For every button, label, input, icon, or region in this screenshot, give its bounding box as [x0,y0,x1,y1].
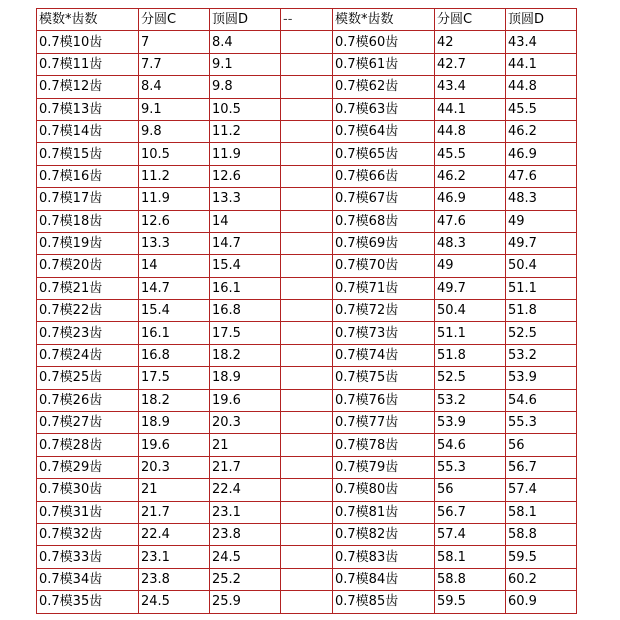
pitch-circle-cell-2[interactable]: 46.9 [435,188,506,210]
pitch-circle-cell-2[interactable]: 49 [435,255,506,277]
pitch-circle-cell-2[interactable]: 56.7 [435,501,506,523]
separator-cell[interactable] [281,76,333,98]
tip-circle-cell-2[interactable]: 58.8 [506,523,577,545]
header-cell-pitch-circle-2[interactable]: 分圆C [435,9,506,31]
module-teeth-cell-2[interactable]: 0.7模62齿 [333,76,435,98]
tip-circle-cell-2[interactable]: 56 [506,434,577,456]
module-teeth-cell[interactable]: 0.7模24齿 [37,344,139,366]
tip-circle-cell[interactable]: 13.3 [210,188,281,210]
separator-cell[interactable] [281,232,333,254]
module-teeth-cell[interactable]: 0.7模30齿 [37,479,139,501]
tip-circle-cell-2[interactable]: 54.6 [506,389,577,411]
module-teeth-cell-2[interactable]: 0.7模68齿 [333,210,435,232]
module-teeth-cell[interactable]: 0.7模18齿 [37,210,139,232]
module-teeth-cell-2[interactable]: 0.7模70齿 [333,255,435,277]
tip-circle-cell-2[interactable]: 55.3 [506,412,577,434]
module-teeth-cell[interactable]: 0.7模13齿 [37,98,139,120]
pitch-circle-cell-2[interactable]: 55.3 [435,456,506,478]
module-teeth-cell-2[interactable]: 0.7模83齿 [333,546,435,568]
table-row [37,456,577,478]
tip-circle-cell-2[interactable]: 60.9 [506,591,577,613]
pitch-circle-cell[interactable]: 14.7 [139,277,210,299]
tip-circle-cell[interactable]: 20.3 [210,412,281,434]
table-body [37,9,577,614]
separator-cell[interactable] [281,546,333,568]
table-row [37,277,577,299]
tip-circle-cell[interactable]: 11.2 [210,120,281,142]
module-teeth-cell[interactable]: 0.7模32齿 [37,523,139,545]
module-teeth-cell-2[interactable]: 0.7模65齿 [333,143,435,165]
module-teeth-cell-2[interactable]: 0.7模80齿 [333,479,435,501]
table-row [37,322,577,344]
tip-circle-cell[interactable]: 18.9 [210,367,281,389]
pitch-circle-cell[interactable]: 19.6 [139,434,210,456]
pitch-circle-cell[interactable]: 11.2 [139,165,210,187]
module-teeth-cell[interactable]: 0.7模35齿 [37,591,139,613]
module-teeth-cell-2[interactable]: 0.7模64齿 [333,120,435,142]
pitch-circle-cell[interactable]: 23.8 [139,568,210,590]
separator-cell[interactable] [281,591,333,613]
table-row [37,568,577,590]
tip-circle-cell[interactable]: 24.5 [210,546,281,568]
module-teeth-cell[interactable]: 0.7模10齿 [37,31,139,53]
tip-circle-cell-2[interactable]: 43.4 [506,31,577,53]
pitch-circle-cell-2[interactable]: 56 [435,479,506,501]
table-row [37,76,577,98]
separator-cell[interactable] [281,501,333,523]
separator-cell[interactable] [281,143,333,165]
tip-circle-cell-2[interactable]: 53.2 [506,344,577,366]
pitch-circle-cell-2[interactable]: 45.5 [435,143,506,165]
module-teeth-cell-2[interactable]: 0.7模61齿 [333,53,435,75]
module-teeth-cell-2[interactable]: 0.7模74齿 [333,344,435,366]
pitch-circle-cell-2[interactable]: 51.1 [435,322,506,344]
table-row [37,501,577,523]
tip-circle-cell-2[interactable]: 47.6 [506,165,577,187]
pitch-circle-cell-2[interactable]: 46.2 [435,165,506,187]
separator-cell[interactable] [281,367,333,389]
separator-cell[interactable] [281,120,333,142]
pitch-circle-cell-2[interactable]: 54.6 [435,434,506,456]
module-teeth-cell-2[interactable]: 0.7模78齿 [333,434,435,456]
separator-cell[interactable] [281,568,333,590]
module-teeth-cell-2[interactable]: 0.7模81齿 [333,501,435,523]
tip-circle-cell-2[interactable]: 46.9 [506,143,577,165]
separator-cell[interactable] [281,98,333,120]
separator-cell[interactable] [281,31,333,53]
module-teeth-cell-2[interactable]: 0.7模67齿 [333,188,435,210]
tip-circle-cell[interactable]: 10.5 [210,98,281,120]
pitch-circle-cell-2[interactable]: 44.1 [435,98,506,120]
pitch-circle-cell[interactable]: 15.4 [139,300,210,322]
tip-circle-cell-2[interactable]: 48.3 [506,188,577,210]
tip-circle-cell-2[interactable]: 51.8 [506,300,577,322]
header-cell-module-teeth-2[interactable]: 模数*齿数 [333,9,435,31]
header-cell-pitch-circle[interactable]: 分圆C [139,9,210,31]
pitch-circle-cell[interactable]: 17.5 [139,367,210,389]
separator-cell[interactable] [281,322,333,344]
separator-cell[interactable] [281,456,333,478]
pitch-circle-cell[interactable]: 18.9 [139,412,210,434]
tip-circle-cell[interactable]: 23.8 [210,523,281,545]
pitch-circle-cell[interactable]: 9.1 [139,98,210,120]
tip-circle-cell[interactable]: 25.9 [210,591,281,613]
table-row [37,300,577,322]
tip-circle-cell[interactable]: 18.2 [210,344,281,366]
pitch-circle-cell-2[interactable]: 42.7 [435,53,506,75]
tip-circle-cell[interactable]: 11.9 [210,143,281,165]
pitch-circle-cell[interactable]: 21.7 [139,501,210,523]
module-teeth-cell-2[interactable]: 0.7模69齿 [333,232,435,254]
pitch-circle-cell-2[interactable]: 58.8 [435,568,506,590]
pitch-circle-cell-2[interactable]: 53.9 [435,412,506,434]
pitch-circle-cell[interactable]: 13.3 [139,232,210,254]
module-teeth-cell-2[interactable]: 0.7模76齿 [333,389,435,411]
module-teeth-cell[interactable]: 0.7模17齿 [37,188,139,210]
pitch-circle-cell[interactable]: 16.8 [139,344,210,366]
pitch-circle-cell[interactable]: 8.4 [139,76,210,98]
pitch-circle-cell[interactable]: 21 [139,479,210,501]
tip-circle-cell-2[interactable]: 46.2 [506,120,577,142]
module-teeth-cell[interactable]: 0.7模25齿 [37,367,139,389]
pitch-circle-cell-2[interactable]: 49.7 [435,277,506,299]
module-teeth-cell[interactable]: 0.7模21齿 [37,277,139,299]
pitch-circle-cell-2[interactable]: 47.6 [435,210,506,232]
separator-cell[interactable] [281,277,333,299]
tip-circle-cell-2[interactable]: 58.1 [506,501,577,523]
module-teeth-cell-2[interactable]: 0.7模85齿 [333,591,435,613]
separator-cell[interactable] [281,412,333,434]
pitch-circle-cell-2[interactable]: 52.5 [435,367,506,389]
tip-circle-cell-2[interactable]: 59.5 [506,546,577,568]
tip-circle-cell[interactable]: 22.4 [210,479,281,501]
separator-cell[interactable] [281,255,333,277]
pitch-circle-cell[interactable]: 7 [139,31,210,53]
pitch-circle-cell-2[interactable]: 59.5 [435,591,506,613]
tip-circle-cell-2[interactable]: 51.1 [506,277,577,299]
pitch-circle-cell-2[interactable]: 58.1 [435,546,506,568]
pitch-circle-cell-2[interactable]: 53.2 [435,389,506,411]
table-row [37,120,577,142]
tip-circle-cell[interactable]: 21 [210,434,281,456]
module-teeth-cell-2[interactable]: 0.7模66齿 [333,165,435,187]
pitch-circle-cell-2[interactable]: 50.4 [435,300,506,322]
module-teeth-cell-2[interactable]: 0.7模75齿 [333,367,435,389]
table-row [37,143,577,165]
table-row [37,412,577,434]
separator-cell[interactable] [281,53,333,75]
module-teeth-cell[interactable]: 0.7模34齿 [37,568,139,590]
module-teeth-cell[interactable]: 0.7模15齿 [37,143,139,165]
module-teeth-cell-2[interactable]: 0.7模72齿 [333,300,435,322]
table-row [37,255,577,277]
table-row [37,232,577,254]
tip-circle-cell[interactable]: 23.1 [210,501,281,523]
tip-circle-cell-2[interactable]: 50.4 [506,255,577,277]
table-row [37,367,577,389]
table-row [37,31,577,53]
table-row [37,546,577,568]
pitch-circle-cell[interactable]: 24.5 [139,591,210,613]
pitch-circle-cell[interactable]: 16.1 [139,322,210,344]
module-teeth-cell[interactable]: 0.7模26齿 [37,389,139,411]
header-row [37,9,577,31]
pitch-circle-cell-2[interactable]: 43.4 [435,76,506,98]
module-teeth-cell[interactable]: 0.7模20齿 [37,255,139,277]
table-row [37,523,577,545]
module-teeth-cell[interactable]: 0.7模12齿 [37,76,139,98]
header-cell-tip-circle-2[interactable]: 顶圆D [506,9,577,31]
header-cell-separator[interactable]: -- [281,9,333,31]
module-teeth-cell-2[interactable]: 0.7模77齿 [333,412,435,434]
module-teeth-cell-2[interactable]: 0.7模79齿 [333,456,435,478]
tip-circle-cell-2[interactable]: 49.7 [506,232,577,254]
tip-circle-cell[interactable]: 25.2 [210,568,281,590]
module-teeth-cell-2[interactable]: 0.7模63齿 [333,98,435,120]
module-teeth-cell-2[interactable]: 0.7模60齿 [333,31,435,53]
tip-circle-cell[interactable]: 16.8 [210,300,281,322]
pitch-circle-cell[interactable]: 7.7 [139,53,210,75]
tip-circle-cell-2[interactable]: 44.1 [506,53,577,75]
module-teeth-cell[interactable]: 0.7模33齿 [37,546,139,568]
separator-cell[interactable] [281,523,333,545]
module-teeth-cell-2[interactable]: 0.7模73齿 [333,322,435,344]
tip-circle-cell[interactable]: 21.7 [210,456,281,478]
separator-cell[interactable] [281,434,333,456]
separator-cell[interactable] [281,165,333,187]
tip-circle-cell[interactable]: 12.6 [210,165,281,187]
module-teeth-cell[interactable]: 0.7模28齿 [37,434,139,456]
table-row [37,591,577,613]
pitch-circle-cell[interactable]: 22.4 [139,523,210,545]
table-row [37,389,577,411]
module-teeth-cell[interactable]: 0.7模31齿 [37,501,139,523]
gear-table [36,8,577,614]
module-teeth-cell[interactable]: 0.7模16齿 [37,165,139,187]
pitch-circle-cell-2[interactable]: 51.8 [435,344,506,366]
tip-circle-cell[interactable]: 9.1 [210,53,281,75]
tip-circle-cell-2[interactable]: 49 [506,210,577,232]
pitch-circle-cell-2[interactable]: 42 [435,31,506,53]
tip-circle-cell[interactable]: 19.6 [210,389,281,411]
tip-circle-cell[interactable]: 9.8 [210,76,281,98]
module-teeth-cell[interactable]: 0.7模23齿 [37,322,139,344]
tip-circle-cell-2[interactable]: 53.9 [506,367,577,389]
tip-circle-cell-2[interactable]: 52.5 [506,322,577,344]
table-row [37,98,577,120]
pitch-circle-cell[interactable]: 20.3 [139,456,210,478]
tip-circle-cell-2[interactable]: 57.4 [506,479,577,501]
separator-cell[interactable] [281,389,333,411]
pitch-circle-cell[interactable]: 14 [139,255,210,277]
tip-circle-cell-2[interactable]: 45.5 [506,98,577,120]
table-row [37,344,577,366]
tip-circle-cell[interactable]: 15.4 [210,255,281,277]
separator-cell[interactable] [281,479,333,501]
tip-circle-cell[interactable]: 14 [210,210,281,232]
pitch-circle-cell-2[interactable]: 48.3 [435,232,506,254]
module-teeth-cell[interactable]: 0.7模29齿 [37,456,139,478]
module-teeth-cell-2[interactable]: 0.7模71齿 [333,277,435,299]
pitch-circle-cell[interactable]: 12.6 [139,210,210,232]
tip-circle-cell[interactable]: 8.4 [210,31,281,53]
separator-cell[interactable] [281,210,333,232]
pitch-circle-cell[interactable]: 11.9 [139,188,210,210]
pitch-circle-cell-2[interactable]: 57.4 [435,523,506,545]
table-row [37,53,577,75]
tip-circle-cell-2[interactable]: 44.8 [506,76,577,98]
table-row [37,479,577,501]
module-teeth-cell[interactable]: 0.7模22齿 [37,300,139,322]
pitch-circle-cell[interactable]: 23.1 [139,546,210,568]
module-teeth-cell[interactable]: 0.7模19齿 [37,232,139,254]
module-teeth-cell[interactable]: 0.7模27齿 [37,412,139,434]
tip-circle-cell[interactable]: 17.5 [210,322,281,344]
header-cell-tip-circle[interactable]: 顶圆D [210,9,281,31]
module-teeth-cell-2[interactable]: 0.7模84齿 [333,568,435,590]
pitch-circle-cell[interactable]: 18.2 [139,389,210,411]
tip-circle-cell-2[interactable]: 60.2 [506,568,577,590]
table-row [37,188,577,210]
pitch-circle-cell[interactable]: 9.8 [139,120,210,142]
table-row [37,434,577,456]
module-teeth-cell[interactable]: 0.7模14齿 [37,120,139,142]
tip-circle-cell[interactable]: 16.1 [210,277,281,299]
separator-cell[interactable] [281,300,333,322]
table-row [37,165,577,187]
pitch-circle-cell-2[interactable]: 44.8 [435,120,506,142]
header-cell-module-teeth[interactable]: 模数*齿数 [37,9,139,31]
separator-cell[interactable] [281,344,333,366]
tip-circle-cell-2[interactable]: 56.7 [506,456,577,478]
separator-cell[interactable] [281,188,333,210]
module-teeth-cell[interactable]: 0.7模11齿 [37,53,139,75]
tip-circle-cell[interactable]: 14.7 [210,232,281,254]
table-row [37,210,577,232]
module-teeth-cell-2[interactable]: 0.7模82齿 [333,523,435,545]
pitch-circle-cell[interactable]: 10.5 [139,143,210,165]
